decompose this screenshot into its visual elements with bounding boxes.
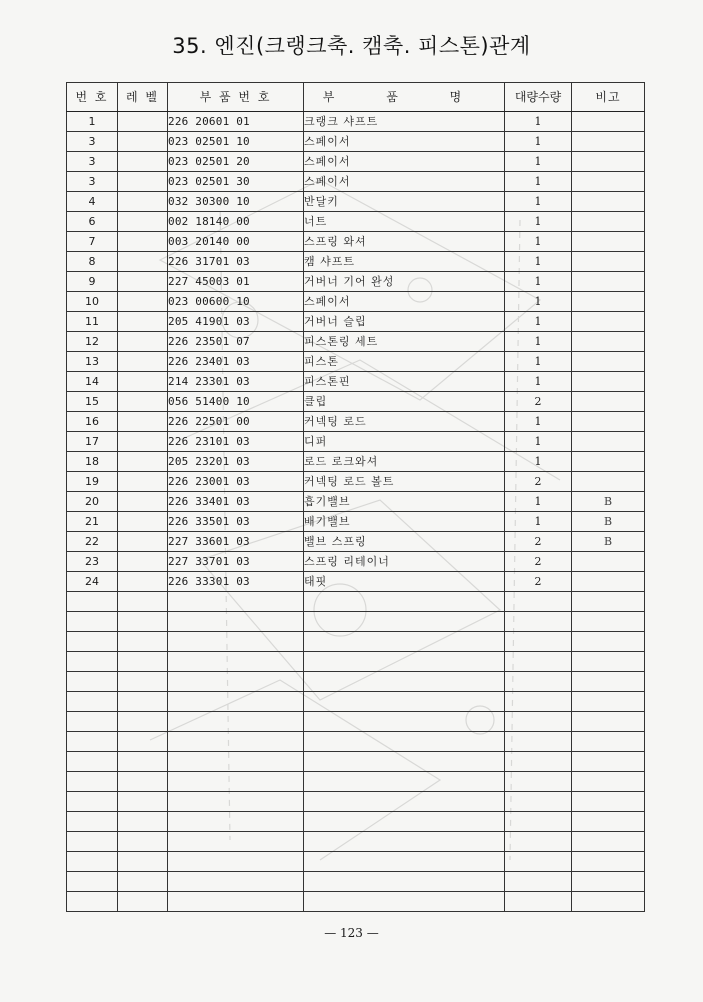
cell-part-name-empty bbox=[304, 632, 505, 652]
cell-part-number: 214 23301 03 bbox=[168, 372, 304, 392]
cell-level bbox=[118, 512, 168, 532]
table-row bbox=[67, 152, 645, 172]
cell-number: 7 bbox=[67, 232, 118, 252]
cell-part-name-empty bbox=[304, 592, 505, 612]
empty-table-row bbox=[67, 592, 645, 612]
table-row bbox=[67, 272, 645, 292]
cell-number-empty bbox=[67, 692, 118, 712]
cell-note bbox=[572, 212, 645, 232]
cell-part-number-empty bbox=[168, 652, 304, 672]
cell-quantity: 1 bbox=[505, 352, 572, 372]
empty-table-row bbox=[67, 672, 645, 692]
cell-level bbox=[118, 432, 168, 452]
cell-quantity-empty bbox=[505, 812, 572, 832]
cell-part-number: 226 23401 03 bbox=[168, 352, 304, 372]
cell-number: 18 bbox=[67, 452, 118, 472]
cell-quantity-empty bbox=[505, 592, 572, 612]
cell-quantity-empty bbox=[505, 772, 572, 792]
cell-part-name-empty bbox=[304, 832, 505, 852]
cell-part-number: 226 20601 01 bbox=[168, 112, 304, 132]
cell-level-empty bbox=[118, 692, 168, 712]
cell-part-number: 032 30300 10 bbox=[168, 192, 304, 212]
cell-part-number: 205 23201 03 bbox=[168, 452, 304, 472]
header-note: 비고 bbox=[572, 83, 645, 112]
cell-part-name: 스페이서 bbox=[304, 152, 505, 172]
cell-note-empty bbox=[572, 872, 645, 892]
cell-level bbox=[118, 312, 168, 332]
cell-quantity: 1 bbox=[505, 192, 572, 212]
cell-level-empty bbox=[118, 592, 168, 612]
cell-number-empty bbox=[67, 672, 118, 692]
cell-level-empty bbox=[118, 632, 168, 652]
cell-level bbox=[118, 552, 168, 572]
cell-part-name: 캠 샤프트 bbox=[304, 252, 505, 272]
cell-number-empty bbox=[67, 592, 118, 612]
cell-part-number: 003 20140 00 bbox=[168, 232, 304, 252]
cell-level-empty bbox=[118, 812, 168, 832]
cell-part-name-empty bbox=[304, 792, 505, 812]
cell-quantity: 1 bbox=[505, 232, 572, 252]
cell-number: 12 bbox=[67, 332, 118, 352]
cell-part-name: 피스톤핀 bbox=[304, 372, 505, 392]
cell-part-name: 스페이서 bbox=[304, 292, 505, 312]
empty-table-row bbox=[67, 792, 645, 812]
cell-quantity: 2 bbox=[505, 532, 572, 552]
cell-note bbox=[572, 252, 645, 272]
page-title: 35. 엔진(크랭크축. 캠축. 피스톤)관계 bbox=[172, 34, 531, 58]
cell-part-name: 배기밸브 bbox=[304, 512, 505, 532]
cell-note bbox=[572, 112, 645, 132]
cell-part-number-empty bbox=[168, 832, 304, 852]
cell-number: 21 bbox=[67, 512, 118, 532]
cell-number-empty bbox=[67, 752, 118, 772]
cell-part-name-empty bbox=[304, 852, 505, 872]
table-row bbox=[67, 552, 645, 572]
cell-quantity: 2 bbox=[505, 552, 572, 572]
cell-part-number-empty bbox=[168, 632, 304, 652]
table-row bbox=[67, 452, 645, 472]
cell-level-empty bbox=[118, 892, 168, 912]
cell-number: 14 bbox=[67, 372, 118, 392]
cell-level bbox=[118, 252, 168, 272]
cell-part-number-empty bbox=[168, 732, 304, 752]
cell-number-empty bbox=[67, 732, 118, 752]
header-part-name: 부 품 명 bbox=[304, 83, 505, 112]
cell-part-number: 023 02501 10 bbox=[168, 132, 304, 152]
cell-note-empty bbox=[572, 632, 645, 652]
cell-part-number-empty bbox=[168, 812, 304, 832]
cell-number: 8 bbox=[67, 252, 118, 272]
cell-part-name-empty bbox=[304, 612, 505, 632]
cell-part-name: 디퍼 bbox=[304, 432, 505, 452]
cell-quantity: 1 bbox=[505, 372, 572, 392]
cell-quantity-empty bbox=[505, 852, 572, 872]
empty-table-row bbox=[67, 892, 645, 912]
table-row bbox=[67, 532, 645, 552]
cell-part-number: 023 00600 10 bbox=[168, 292, 304, 312]
cell-part-number: 023 02501 20 bbox=[168, 152, 304, 172]
table-row bbox=[67, 332, 645, 352]
table-body bbox=[67, 112, 645, 912]
cell-level bbox=[118, 272, 168, 292]
cell-level-empty bbox=[118, 712, 168, 732]
empty-table-row bbox=[67, 712, 645, 732]
table-row bbox=[67, 292, 645, 312]
cell-part-number-empty bbox=[168, 872, 304, 892]
cell-number-empty bbox=[67, 892, 118, 912]
cell-quantity-empty bbox=[505, 652, 572, 672]
cell-note-empty bbox=[572, 792, 645, 812]
cell-part-number: 226 23101 03 bbox=[168, 432, 304, 452]
cell-level-empty bbox=[118, 832, 168, 852]
cell-note bbox=[572, 232, 645, 252]
empty-table-row bbox=[67, 832, 645, 852]
cell-level-empty bbox=[118, 672, 168, 692]
cell-part-number-empty bbox=[168, 712, 304, 732]
cell-level bbox=[118, 492, 168, 512]
empty-table-row bbox=[67, 632, 645, 652]
table-row bbox=[67, 312, 645, 332]
cell-quantity-empty bbox=[505, 732, 572, 752]
cell-part-name: 커넥팅 로드 볼트 bbox=[304, 472, 505, 492]
cell-quantity: 1 bbox=[505, 452, 572, 472]
cell-note-empty bbox=[572, 812, 645, 832]
cell-note bbox=[572, 152, 645, 172]
cell-level bbox=[118, 112, 168, 132]
empty-table-row bbox=[67, 752, 645, 772]
table-header-row bbox=[67, 83, 645, 112]
cell-note bbox=[572, 332, 645, 352]
cell-number-empty bbox=[67, 812, 118, 832]
cell-quantity: 1 bbox=[505, 312, 572, 332]
cell-quantity: 1 bbox=[505, 412, 572, 432]
cell-part-name: 거버너 슬립 bbox=[304, 312, 505, 332]
cell-level bbox=[118, 372, 168, 392]
cell-note bbox=[572, 472, 645, 492]
cell-note-empty bbox=[572, 852, 645, 872]
cell-part-number: 056 51400 10 bbox=[168, 392, 304, 412]
cell-level-empty bbox=[118, 612, 168, 632]
cell-part-name: 커넥팅 로드 bbox=[304, 412, 505, 432]
cell-part-name: 거버너 기어 완성 bbox=[304, 272, 505, 292]
cell-quantity: 1 bbox=[505, 292, 572, 312]
cell-note-empty bbox=[572, 692, 645, 712]
cell-quantity-empty bbox=[505, 792, 572, 812]
cell-part-name-empty bbox=[304, 812, 505, 832]
cell-part-number-empty bbox=[168, 772, 304, 792]
cell-note-empty bbox=[572, 672, 645, 692]
cell-level bbox=[118, 212, 168, 232]
cell-quantity: 2 bbox=[505, 392, 572, 412]
cell-part-number-empty bbox=[168, 612, 304, 632]
cell-level bbox=[118, 292, 168, 312]
cell-number-empty bbox=[67, 852, 118, 872]
cell-number-empty bbox=[67, 832, 118, 852]
cell-note-empty bbox=[572, 592, 645, 612]
cell-part-name-empty bbox=[304, 652, 505, 672]
cell-number-empty bbox=[67, 792, 118, 812]
cell-note-empty bbox=[572, 772, 645, 792]
cell-note: B bbox=[572, 492, 645, 512]
cell-part-number-empty bbox=[168, 852, 304, 872]
empty-table-row bbox=[67, 852, 645, 872]
cell-level bbox=[118, 472, 168, 492]
cell-part-name-empty bbox=[304, 892, 505, 912]
cell-number: 1 bbox=[67, 112, 118, 132]
cell-note-empty bbox=[572, 832, 645, 852]
cell-number: 15 bbox=[67, 392, 118, 412]
cell-level bbox=[118, 172, 168, 192]
cell-level-empty bbox=[118, 852, 168, 872]
cell-level bbox=[118, 572, 168, 592]
cell-part-number-empty bbox=[168, 892, 304, 912]
cell-note: B bbox=[572, 532, 645, 552]
cell-part-number: 002 18140 00 bbox=[168, 212, 304, 232]
empty-table-row bbox=[67, 772, 645, 792]
cell-number: 13 bbox=[67, 352, 118, 372]
cell-note bbox=[572, 572, 645, 592]
cell-part-name-empty bbox=[304, 772, 505, 792]
cell-part-name: 너트 bbox=[304, 212, 505, 232]
cell-part-name: 스페이서 bbox=[304, 172, 505, 192]
cell-number: 22 bbox=[67, 532, 118, 552]
cell-quantity-empty bbox=[505, 832, 572, 852]
cell-number: 3 bbox=[67, 152, 118, 172]
cell-level bbox=[118, 132, 168, 152]
cell-part-number: 226 33401 03 bbox=[168, 492, 304, 512]
cell-level bbox=[118, 452, 168, 472]
table-row bbox=[67, 132, 645, 152]
cell-part-number: 205 41901 03 bbox=[168, 312, 304, 332]
cell-part-number: 226 33501 03 bbox=[168, 512, 304, 532]
cell-level bbox=[118, 392, 168, 412]
cell-part-number-empty bbox=[168, 752, 304, 772]
cell-note-empty bbox=[572, 652, 645, 672]
table-row bbox=[67, 252, 645, 272]
cell-part-number: 226 23001 03 bbox=[168, 472, 304, 492]
cell-quantity-empty bbox=[505, 612, 572, 632]
cell-part-name-empty bbox=[304, 732, 505, 752]
table-row bbox=[67, 392, 645, 412]
cell-part-name-empty bbox=[304, 712, 505, 732]
cell-part-name: 흡기밸브 bbox=[304, 492, 505, 512]
cell-quantity: 1 bbox=[505, 212, 572, 232]
cell-quantity: 1 bbox=[505, 132, 572, 152]
cell-number-empty bbox=[67, 612, 118, 632]
cell-quantity-empty bbox=[505, 672, 572, 692]
table-row bbox=[67, 412, 645, 432]
cell-part-name: 스프링 와셔 bbox=[304, 232, 505, 252]
table-row bbox=[67, 572, 645, 592]
table-row bbox=[67, 352, 645, 372]
cell-note bbox=[572, 192, 645, 212]
cell-level-empty bbox=[118, 872, 168, 892]
cell-part-number-empty bbox=[168, 592, 304, 612]
table-row bbox=[67, 112, 645, 132]
cell-quantity: 1 bbox=[505, 492, 572, 512]
cell-part-number-empty bbox=[168, 792, 304, 812]
cell-part-number: 226 23501 07 bbox=[168, 332, 304, 352]
cell-quantity: 1 bbox=[505, 112, 572, 132]
cell-number: 11 bbox=[67, 312, 118, 332]
cell-quantity: 2 bbox=[505, 572, 572, 592]
cell-number-empty bbox=[67, 772, 118, 792]
empty-table-row bbox=[67, 652, 645, 672]
cell-part-number: 023 02501 30 bbox=[168, 172, 304, 192]
cell-level bbox=[118, 332, 168, 352]
cell-note-empty bbox=[572, 892, 645, 912]
cell-quantity: 1 bbox=[505, 272, 572, 292]
table-row bbox=[67, 232, 645, 252]
cell-quantity-empty bbox=[505, 632, 572, 652]
cell-part-number: 226 33301 03 bbox=[168, 572, 304, 592]
empty-table-row bbox=[67, 812, 645, 832]
cell-number: 19 bbox=[67, 472, 118, 492]
cell-quantity: 1 bbox=[505, 252, 572, 272]
cell-part-number: 227 33601 03 bbox=[168, 532, 304, 552]
cell-number: 17 bbox=[67, 432, 118, 452]
cell-note-empty bbox=[572, 612, 645, 632]
cell-part-name: 스프링 리테이너 bbox=[304, 552, 505, 572]
cell-number: 3 bbox=[67, 132, 118, 152]
table-row bbox=[67, 172, 645, 192]
cell-number-empty bbox=[67, 712, 118, 732]
cell-part-number: 226 22501 00 bbox=[168, 412, 304, 432]
cell-part-name: 반달키 bbox=[304, 192, 505, 212]
cell-quantity-empty bbox=[505, 712, 572, 732]
cell-number: 23 bbox=[67, 552, 118, 572]
cell-quantity: 1 bbox=[505, 432, 572, 452]
cell-level-empty bbox=[118, 752, 168, 772]
cell-level bbox=[118, 232, 168, 252]
cell-note bbox=[572, 272, 645, 292]
cell-quantity-empty bbox=[505, 872, 572, 892]
cell-part-name-empty bbox=[304, 692, 505, 712]
cell-quantity: 1 bbox=[505, 152, 572, 172]
cell-part-name: 밸브 스프링 bbox=[304, 532, 505, 552]
cell-level-empty bbox=[118, 652, 168, 672]
cell-quantity-empty bbox=[505, 892, 572, 912]
header-number: 번 호 bbox=[67, 83, 118, 112]
cell-level bbox=[118, 412, 168, 432]
cell-part-name: 피스톤링 세트 bbox=[304, 332, 505, 352]
empty-table-row bbox=[67, 612, 645, 632]
cell-level-empty bbox=[118, 732, 168, 752]
cell-number: 9 bbox=[67, 272, 118, 292]
cell-note bbox=[572, 452, 645, 472]
cell-part-name: 스페이서 bbox=[304, 132, 505, 152]
cell-note bbox=[572, 292, 645, 312]
page-number: — 123 — bbox=[324, 926, 379, 940]
header-part-number: 부 품 번 호 bbox=[168, 83, 304, 112]
cell-note bbox=[572, 552, 645, 572]
cell-number-empty bbox=[67, 652, 118, 672]
cell-note bbox=[572, 432, 645, 452]
cell-part-number: 227 33701 03 bbox=[168, 552, 304, 572]
cell-level bbox=[118, 192, 168, 212]
cell-quantity-empty bbox=[505, 752, 572, 772]
cell-part-name: 태핏 bbox=[304, 572, 505, 592]
cell-note-empty bbox=[572, 712, 645, 732]
cell-note bbox=[572, 352, 645, 372]
cell-quantity: 1 bbox=[505, 332, 572, 352]
cell-level-empty bbox=[118, 792, 168, 812]
cell-part-number: 227 45003 01 bbox=[168, 272, 304, 292]
cell-note bbox=[572, 372, 645, 392]
cell-note bbox=[572, 412, 645, 432]
parts-table bbox=[66, 82, 645, 912]
cell-level bbox=[118, 152, 168, 172]
cell-number-empty bbox=[67, 872, 118, 892]
cell-quantity-empty bbox=[505, 692, 572, 712]
cell-part-number: 226 31701 03 bbox=[168, 252, 304, 272]
cell-level-empty bbox=[118, 772, 168, 792]
cell-quantity: 1 bbox=[505, 172, 572, 192]
cell-part-number-empty bbox=[168, 692, 304, 712]
cell-note bbox=[572, 392, 645, 412]
cell-quantity: 1 bbox=[505, 512, 572, 532]
cell-level bbox=[118, 532, 168, 552]
table-row bbox=[67, 512, 645, 532]
cell-note-empty bbox=[572, 752, 645, 772]
cell-level bbox=[118, 352, 168, 372]
header-level: 레 벨 bbox=[118, 83, 168, 112]
header-quantity: 대량수량 bbox=[505, 83, 572, 112]
cell-number: 4 bbox=[67, 192, 118, 212]
cell-quantity: 2 bbox=[505, 472, 572, 492]
cell-number: 10 bbox=[67, 292, 118, 312]
cell-note bbox=[572, 312, 645, 332]
empty-table-row bbox=[67, 692, 645, 712]
table-row bbox=[67, 492, 645, 512]
table-row bbox=[67, 372, 645, 392]
table-row bbox=[67, 192, 645, 212]
empty-table-row bbox=[67, 872, 645, 892]
cell-note-empty bbox=[572, 732, 645, 752]
cell-part-name: 피스톤 bbox=[304, 352, 505, 372]
cell-part-name: 클립 bbox=[304, 392, 505, 412]
cell-number: 20 bbox=[67, 492, 118, 512]
cell-number: 3 bbox=[67, 172, 118, 192]
cell-part-name-empty bbox=[304, 672, 505, 692]
cell-number: 24 bbox=[67, 572, 118, 592]
table-row bbox=[67, 432, 645, 452]
empty-table-row bbox=[67, 732, 645, 752]
cell-part-name: 로드 로크와셔 bbox=[304, 452, 505, 472]
cell-number: 6 bbox=[67, 212, 118, 232]
cell-part-name: 크랭크 샤프트 bbox=[304, 112, 505, 132]
cell-number-empty bbox=[67, 632, 118, 652]
table-row bbox=[67, 212, 645, 232]
cell-note bbox=[572, 132, 645, 152]
cell-part-number-empty bbox=[168, 672, 304, 692]
cell-number: 16 bbox=[67, 412, 118, 432]
cell-note bbox=[572, 172, 645, 192]
table-row bbox=[67, 472, 645, 492]
cell-part-name-empty bbox=[304, 752, 505, 772]
cell-note: B bbox=[572, 512, 645, 532]
cell-part-name-empty bbox=[304, 872, 505, 892]
